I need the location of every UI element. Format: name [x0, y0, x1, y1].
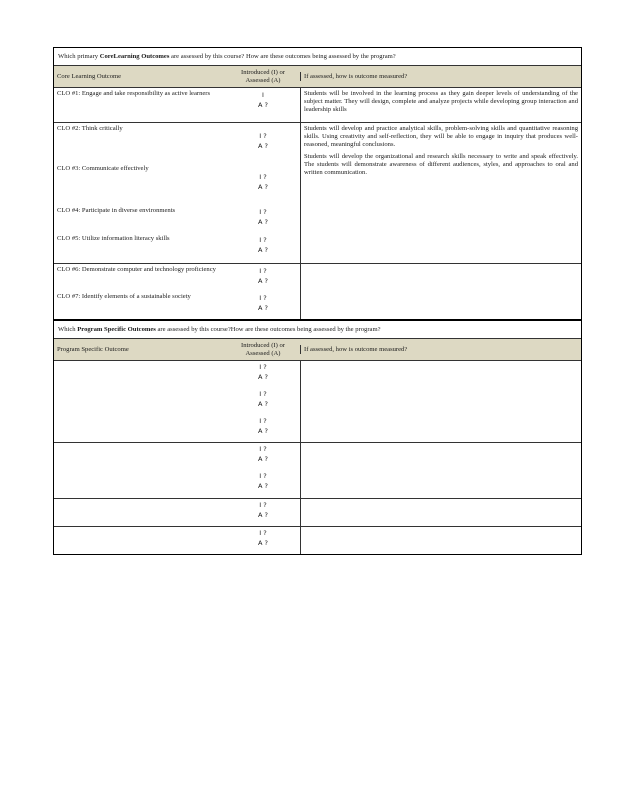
measure-text: Students will develop the organizational and research skills necessary to write and speak effectively. The students will demonstrate awareness of different audiences, styles, and approaches to oral and written communication. [304, 152, 578, 177]
question-row [54, 48, 581, 65]
clo-label: CLO #5: Utilize information literacy skills [57, 235, 170, 242]
pso-group-2 [54, 442, 581, 498]
list-item [54, 499, 300, 526]
pso-label[interactable] [54, 470, 226, 497]
measure-cell[interactable] [300, 443, 581, 498]
measure-cell[interactable] [300, 264, 581, 319]
header-measure: If assessed, how is outcome measured? [300, 72, 581, 81]
list-item [54, 291, 300, 318]
pso-marks[interactable]: I ? A ? [258, 417, 268, 435]
clo-marks[interactable]: I A ? [258, 91, 268, 109]
clo-marks[interactable]: I ? A ? [258, 173, 268, 191]
core-learning-outcomes-table [53, 47, 582, 320]
header-outcome: Program Specific Outcome [57, 346, 129, 353]
pso-label[interactable] [54, 527, 226, 554]
list-item [54, 527, 300, 554]
header-row [54, 338, 581, 360]
list-item [54, 88, 300, 112]
header-introduced-assessed: Introduced (I) or Assessed (A) [241, 341, 285, 357]
header-measure: If assessed, how is outcome measured? [300, 345, 581, 354]
header-outcome: Core Learning Outcome [57, 73, 122, 80]
measure-cell[interactable] [300, 499, 581, 526]
question-bold: CoreLearning Outcomes [99, 53, 170, 60]
list-item [54, 205, 300, 233]
program-specific-outcomes-table [53, 320, 582, 555]
clo-label: CLO #6: Demonstrate computer and technology proficiency [57, 266, 216, 273]
list-item [54, 388, 300, 415]
list-item [54, 415, 300, 442]
clo-marks[interactable]: I ? A ? [258, 294, 268, 312]
question-text: Which Program Specific Outcomes are assessed by this course?How are these outcomes being assessed by the program? [58, 326, 381, 333]
list-item [54, 123, 300, 163]
list-item [54, 443, 300, 470]
clo-marks[interactable]: I ? A ? [258, 132, 268, 150]
pso-label[interactable] [54, 388, 226, 415]
header-introduced-assessed: Introduced (I) or Assessed (A) [241, 68, 285, 84]
pso-label[interactable] [54, 443, 226, 470]
question-row [54, 321, 581, 338]
clo-marks[interactable]: I ? A ? [258, 236, 268, 254]
list-item [54, 264, 300, 291]
measure-cell[interactable] [300, 527, 581, 554]
pso-label[interactable] [54, 415, 226, 442]
clo-group-1 [54, 87, 581, 122]
clo-label: CLO #2: Think critically [57, 125, 123, 132]
list-item [54, 163, 300, 205]
pso-marks[interactable]: I ? A ? [258, 529, 268, 547]
measure-cell[interactable] [300, 88, 581, 122]
question-text: Which primary CoreLearning Outcomes are assessed by this course? How are these outcomes being assessed by the program? [58, 53, 396, 60]
pso-group-3 [54, 498, 581, 526]
pso-marks[interactable]: I ? A ? [258, 390, 268, 408]
list-item [54, 233, 300, 261]
clo-label: CLO #7: Identify elements of a sustainable society [57, 293, 191, 300]
pso-group-1 [54, 360, 581, 442]
clo-label: CLO #3: Communicate effectively [57, 165, 149, 172]
pso-label[interactable] [54, 499, 226, 526]
question-bold: Program Specific Outcomes [77, 326, 156, 333]
pso-marks[interactable]: I ? A ? [258, 445, 268, 463]
clo-label: CLO #1: Engage and take responsibility as active learners [57, 90, 211, 97]
pso-marks[interactable]: I ? A ? [258, 363, 268, 381]
measure-text: Students will develop and practice analytical skills, problem-solving skills and quantitative reasoning skills. Using creativity and self-reflection, they will be able to engage in inquiry that produces well-reasoned, meaningful conclusions. [304, 125, 578, 149]
list-item [54, 470, 300, 497]
measure-cell[interactable] [300, 361, 581, 442]
clo-group-2 [54, 122, 581, 263]
clo-label: CLO #4: Participate in diverse environments [57, 207, 176, 214]
pso-marks[interactable]: I ? A ? [258, 501, 268, 519]
header-row [54, 65, 581, 87]
pso-marks[interactable]: I ? A ? [258, 472, 268, 490]
clo-group-3 [54, 263, 581, 319]
pso-label[interactable] [54, 361, 226, 388]
measure-text: Students will be involved in the learning process as they gain deeper levels of understanding of the subject matter. They will design, complete and analyze projects while developing group interaction and leadership skills [304, 90, 578, 114]
clo-marks[interactable]: I ? A ? [258, 208, 268, 226]
pso-group-4 [54, 526, 581, 554]
clo-marks[interactable]: I ? A ? [258, 267, 268, 285]
measure-cell[interactable] [300, 123, 581, 263]
list-item [54, 361, 300, 388]
